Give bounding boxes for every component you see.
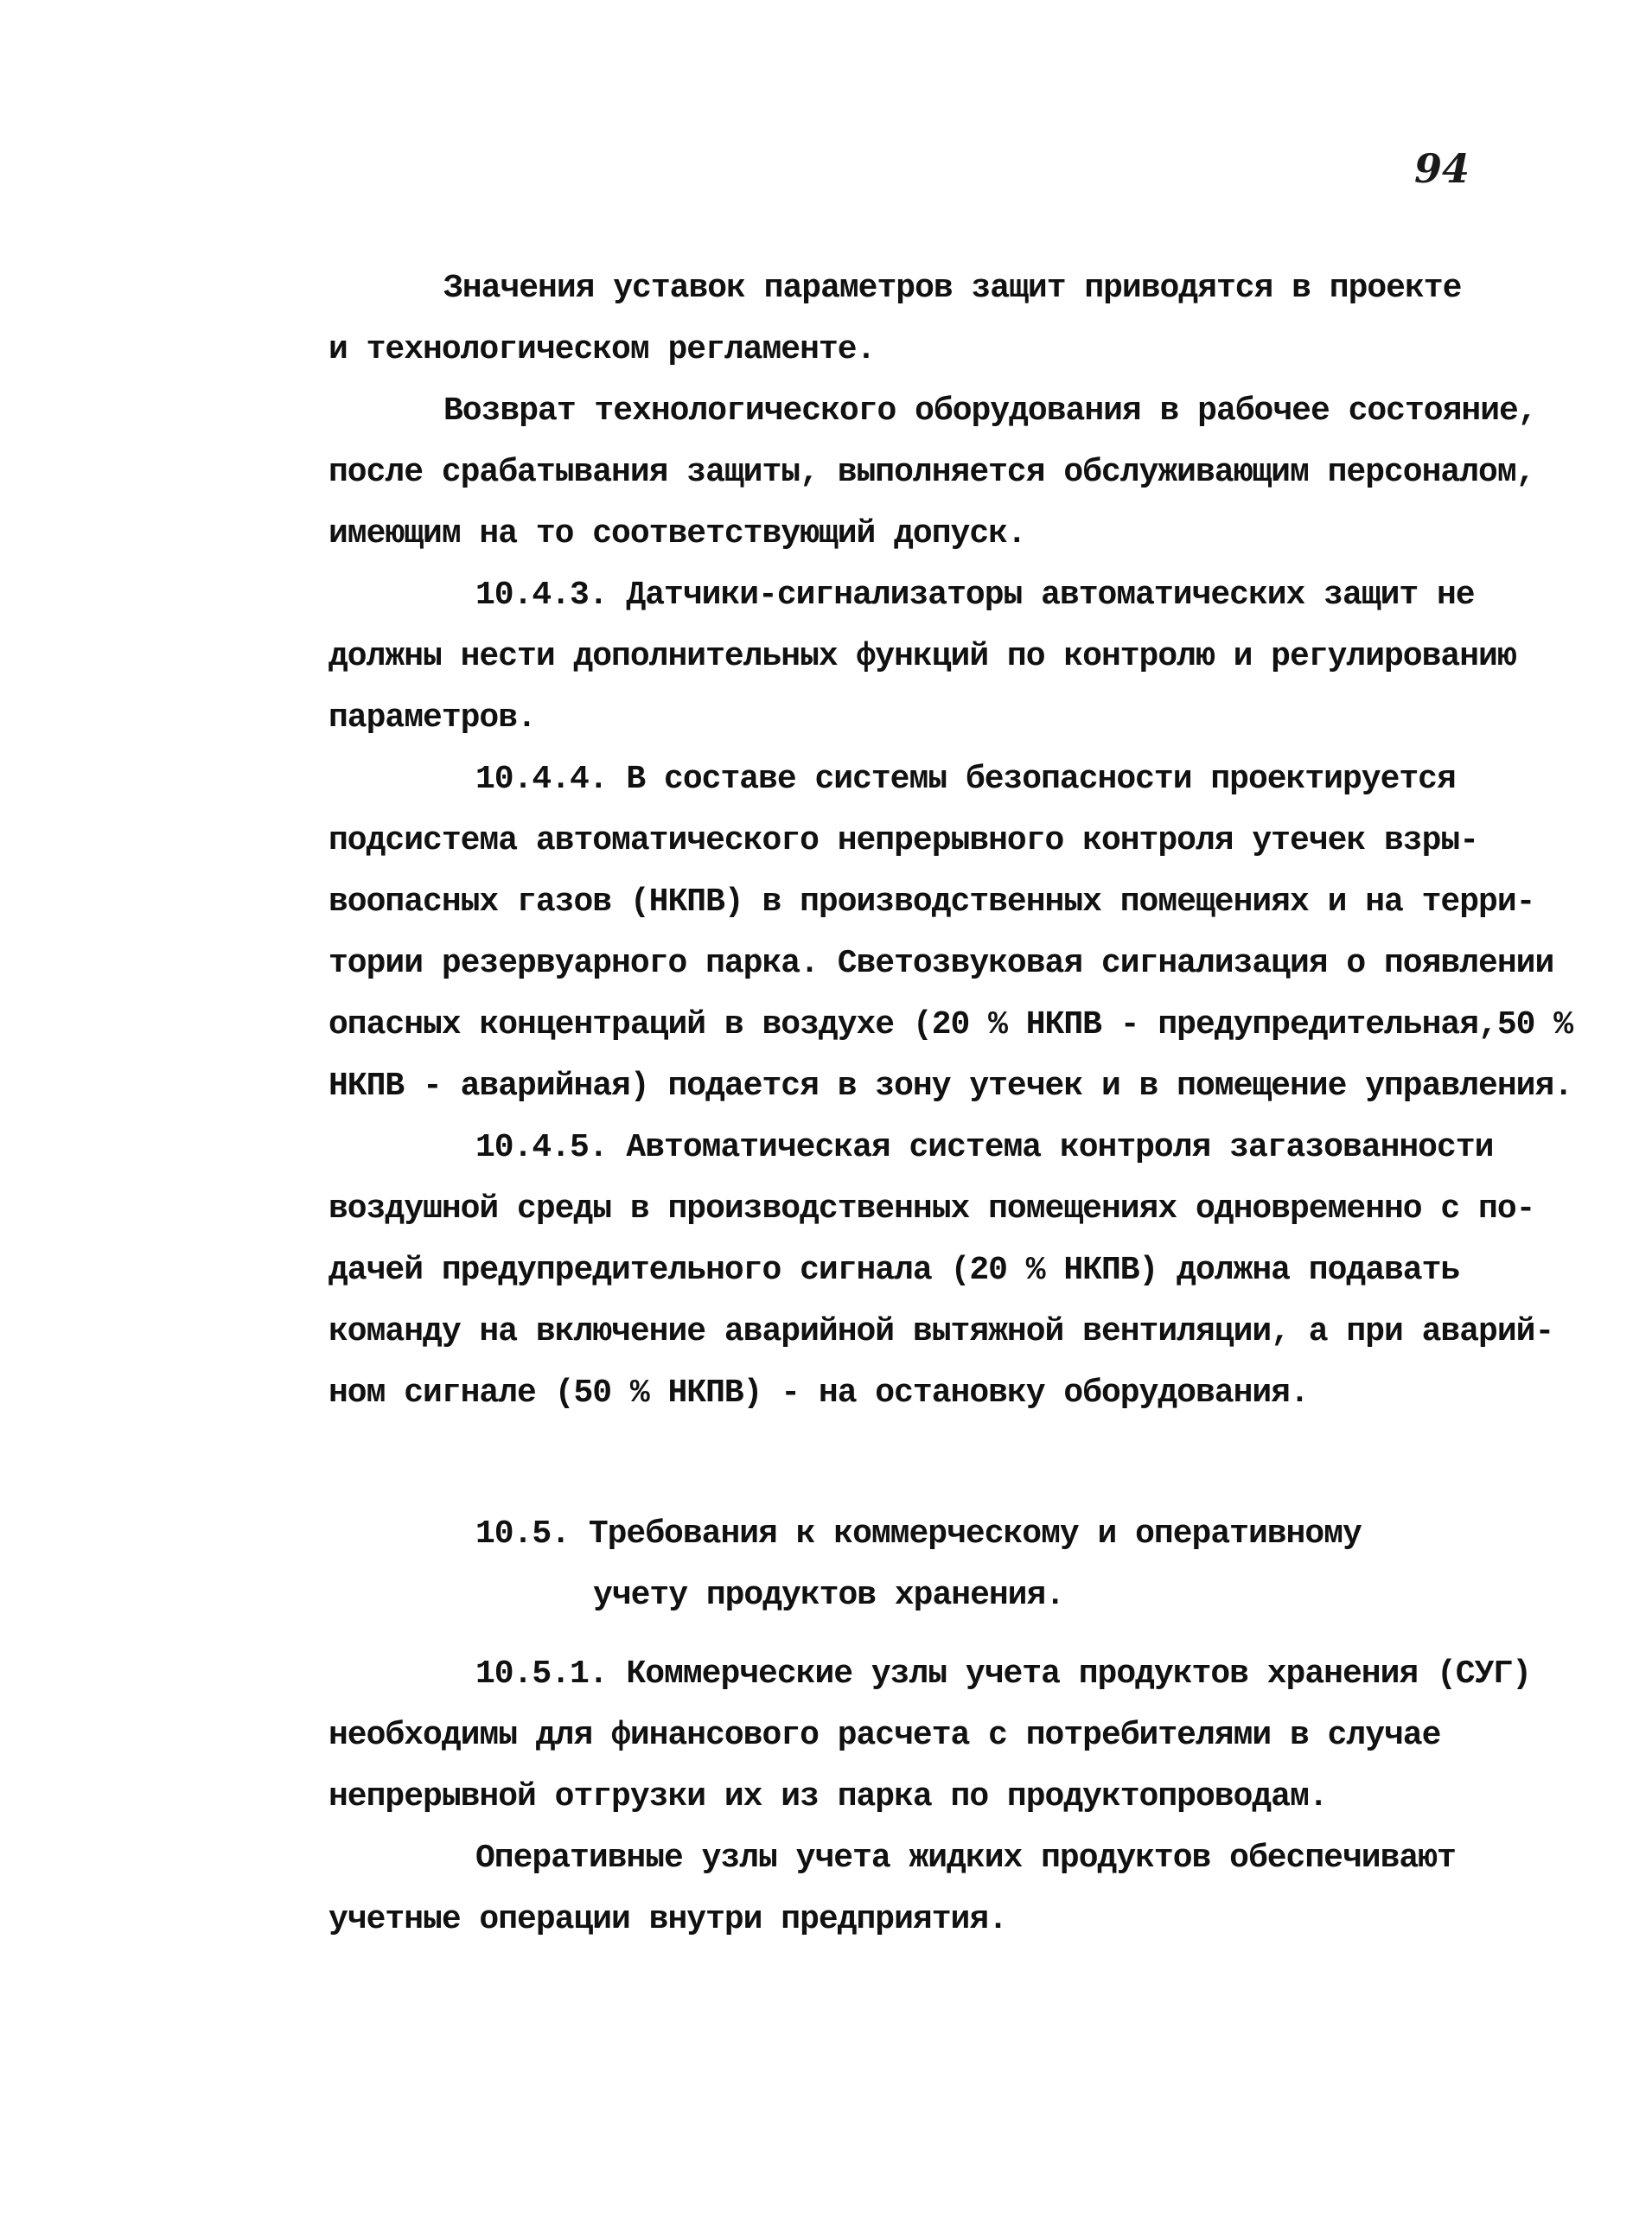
paragraph-2-line-1: Возврат технологического оборудования в рабочее состояние,: [443, 392, 1537, 430]
paragraph-7-line-2: необходимы для финансового расчета с потребителями в случае: [328, 1717, 1441, 1754]
paragraph-1-line-1: Значения уставок параметров защит приводятся в проекте: [443, 270, 1462, 307]
paragraph-4-line-1: 10.4.4. В составе системы безопасности проектируется: [475, 761, 1456, 798]
paragraph-2-line-3: имеющим на то соответствующий допуск.: [328, 515, 1026, 552]
paragraph-3-line-1: 10.4.3. Датчики-сигнализаторы автоматических защит не: [475, 577, 1475, 614]
section-heading-line-2: учету продуктов хранения.: [593, 1577, 1065, 1614]
paragraph-8-line-1: Оперативные узлы учета жидких продуктов обеспечивают: [475, 1840, 1456, 1877]
paragraph-3-line-2: должны нести дополнительных функций по контролю и регулированию: [328, 638, 1516, 675]
paragraph-5-line-2: воздушной среды в производственных помещениях одновременно с по-: [328, 1190, 1535, 1228]
paragraph-5-line-3: дачей предупредительного сигнала (20 % НКПВ) должна подавать: [328, 1252, 1460, 1289]
paragraph-3-line-3: параметров.: [328, 699, 536, 737]
paragraph-4-line-2: подсистема автоматического непрерывного контроля утечек взры-: [328, 822, 1479, 859]
paragraph-5-line-4: команду на включение аварийной вытяжной вентиляции, а при аварий-: [328, 1313, 1554, 1350]
paragraph-4-line-3: воопасных газов (НКПВ) в производственных помещениях и на терри-: [328, 883, 1535, 921]
paragraph-4-line-6: НКПВ - аварийная) подается в зону утечек и в помещение управления.: [328, 1068, 1573, 1105]
paragraph-5-line-1: 10.4.5. Автоматическая система контроля загазованности: [475, 1129, 1494, 1166]
paragraph-4-line-5: опасных концентраций в воздухе (20 % НКПВ - предупредительная,50 %: [328, 1006, 1573, 1043]
document-body: [328, 258, 1573, 1950]
paragraph-2-line-2: после срабатывания защиты, выполняется обслуживающим персоналом,: [328, 454, 1535, 491]
heading-spacer: [328, 1626, 1556, 1643]
paragraph-5-line-5: ном сигнале (50 % НКПВ) - на остановку оборудования.: [328, 1375, 1309, 1412]
paragraph-8-line-2: учетные операции внутри предприятия.: [328, 1901, 1007, 1938]
paragraph-7-line-3: непрерывной отгрузки их из парка по продуктопроводам.: [328, 1778, 1328, 1815]
paragraph-7-line-1: 10.5.1. Коммерческие узлы учета продуктов хранения (СУГ): [475, 1655, 1532, 1693]
paragraph-4-line-4: тории резервуарного парка. Светозвуковая сигнализация о появлении: [328, 945, 1554, 982]
page-number: 94: [1414, 145, 1470, 192]
section-spacer: [328, 1424, 1556, 1503]
paragraph-1-line-2: и технологическом регламенте.: [328, 331, 876, 368]
section-heading-line-1: 10.5. Требования к коммерческому и оперативному: [475, 1515, 1362, 1553]
